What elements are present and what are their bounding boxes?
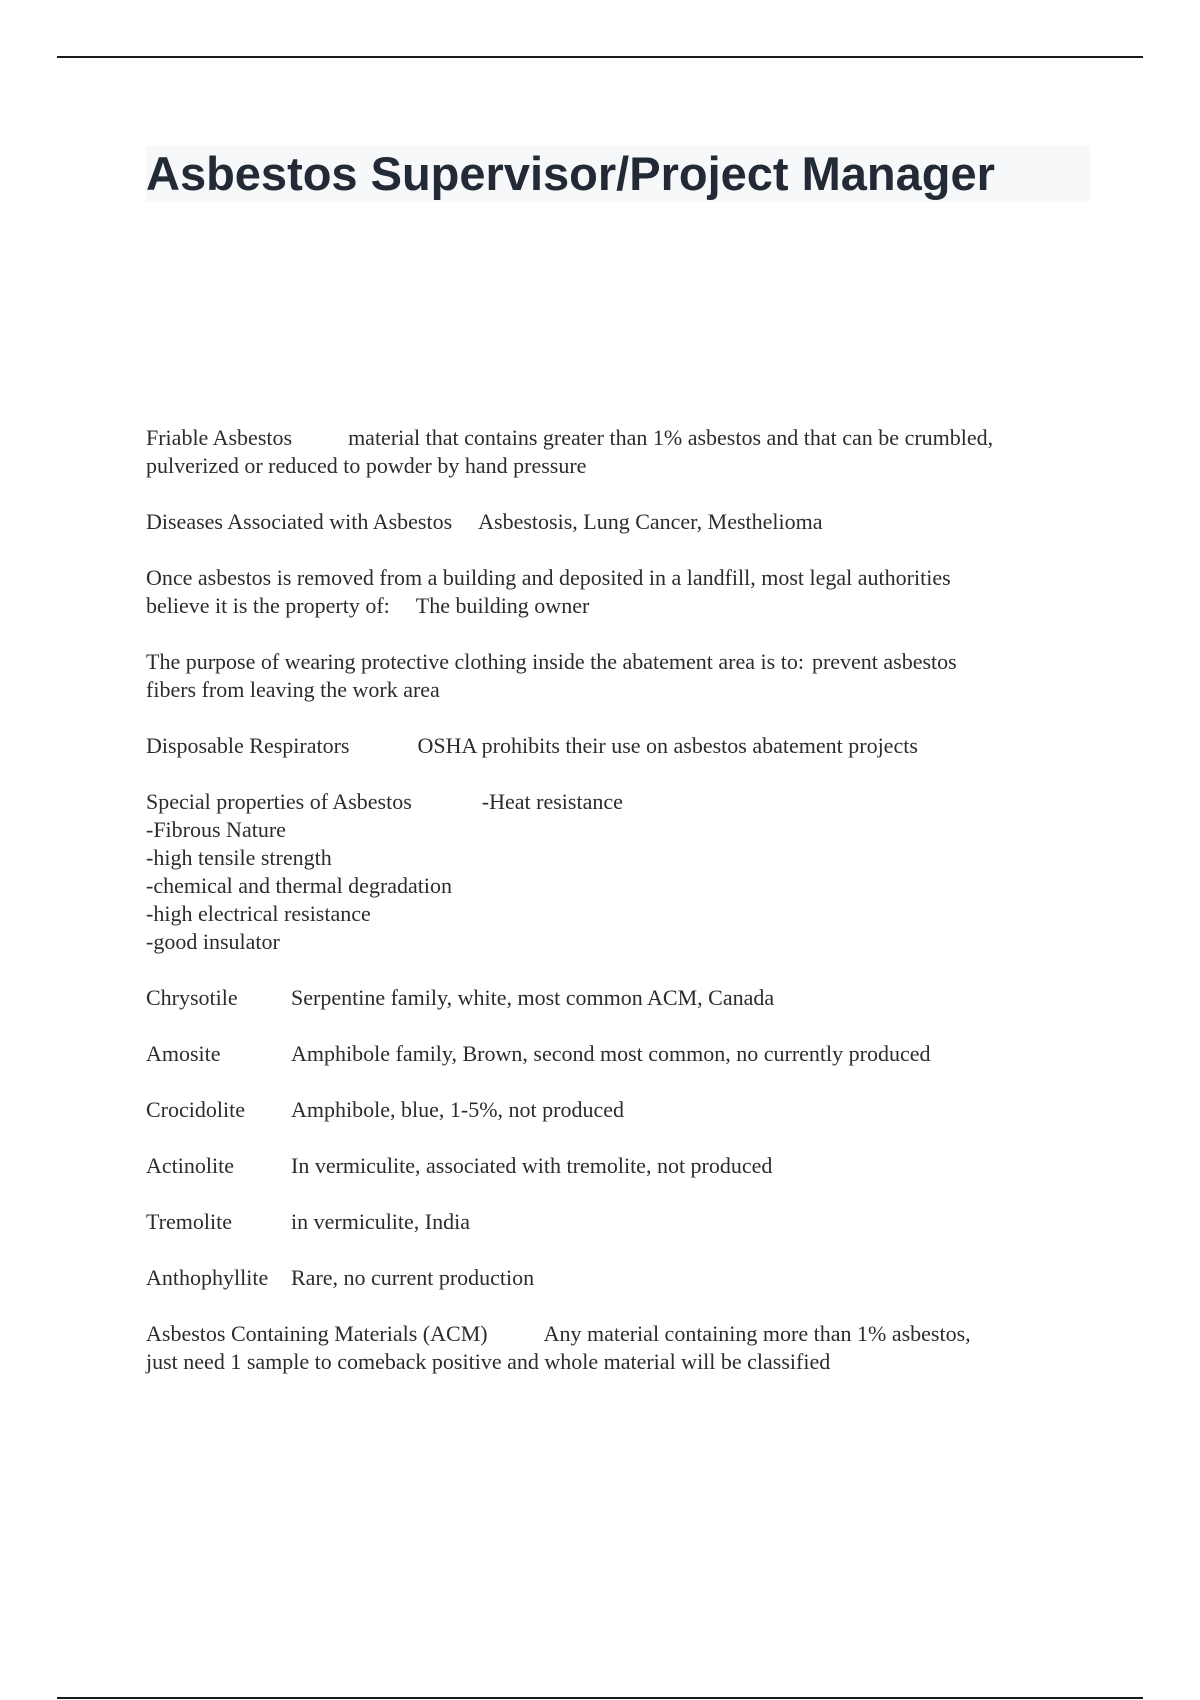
flashcard-list	[146, 424, 1086, 1404]
entry-term: Friable Asbestos	[146, 425, 293, 450]
mineral-crocidolite	[146, 1096, 1086, 1124]
mineral-term: Actinolite	[146, 1153, 234, 1178]
entry-definition: Any material containing more than 1% asbestos,	[543, 1321, 971, 1346]
property-item: -chemical and thermal degradation	[146, 873, 453, 898]
property-item: -Fibrous Nature	[146, 817, 286, 842]
mineral-definition: in vermiculite, India	[291, 1209, 470, 1234]
mineral-tremolite	[146, 1208, 1086, 1236]
entry-definition: material that contains greater than 1% asbestos and that can be crumbled,	[348, 425, 994, 450]
property-item: -good insulator	[146, 929, 280, 954]
mineral-chrysotile	[146, 984, 1086, 1012]
mineral-definition: Rare, no current production	[291, 1265, 535, 1290]
entry-definition-cont: just need 1 sample to comeback positive and whole material will be classified	[146, 1349, 831, 1374]
mineral-term: Amosite	[146, 1041, 221, 1066]
bottom-rule	[57, 1697, 1143, 1699]
mineral-actinolite	[146, 1152, 1086, 1180]
entry-protective-clothing	[146, 648, 1086, 704]
document-title: Asbestos Supervisor/Project Manager	[146, 147, 995, 200]
mineral-definition: Amphibole family, Brown, second most common, no currently produced	[291, 1041, 931, 1066]
entry-diseases	[146, 508, 1086, 536]
entry-acm	[146, 1320, 1086, 1376]
entry-term-cont: believe it is the property of:	[146, 593, 390, 618]
entry-definition-cont: fibers from leaving the work area	[146, 677, 440, 702]
mineral-definition: In vermiculite, associated with tremolite, not produced	[291, 1153, 773, 1178]
entry-definition: The building owner	[415, 593, 590, 618]
entry-term: Asbestos Containing Materials (ACM)	[146, 1321, 488, 1346]
entry-landfill-property	[146, 564, 1086, 620]
entry-term: Once asbestos is removed from a building and deposited in a landfill, most legal authorities	[146, 565, 951, 590]
mineral-definition: Amphibole, blue, 1-5%, not produced	[291, 1097, 624, 1122]
mineral-term: Anthophyllite	[146, 1265, 269, 1290]
entry-term: Special properties of Asbestos	[146, 789, 412, 814]
entry-definition-cont: pulverized or reduced to powder by hand pressure	[146, 453, 587, 478]
mineral-definition: Serpentine family, white, most common ACM, Canada	[291, 985, 775, 1010]
property-item: -high tensile strength	[146, 845, 332, 870]
entry-special-properties	[146, 788, 1086, 956]
property-item: -high electrical resistance	[146, 901, 371, 926]
top-rule	[57, 56, 1143, 58]
entry-friable-asbestos	[146, 424, 1086, 480]
entry-definition: OSHA prohibits their use on asbestos abatement projects	[417, 733, 918, 758]
mineral-term: Chrysotile	[146, 985, 238, 1010]
entry-term: Disposable Respirators	[146, 733, 350, 758]
mineral-amosite	[146, 1040, 1086, 1068]
entry-definition: Asbestosis, Lung Cancer, Mesthelioma	[478, 509, 823, 534]
entry-definition: prevent asbestos	[811, 649, 957, 674]
entry-term: The purpose of wearing protective clothing inside the abatement area is to:	[146, 649, 804, 674]
entry-disposable-respirators	[146, 732, 1086, 760]
entry-definition: -Heat resistance	[481, 789, 623, 814]
entry-term: Diseases Associated with Asbestos	[146, 509, 453, 534]
mineral-anthophyllite	[146, 1264, 1086, 1292]
mineral-term: Crocidolite	[146, 1097, 245, 1122]
mineral-term: Tremolite	[146, 1209, 232, 1234]
